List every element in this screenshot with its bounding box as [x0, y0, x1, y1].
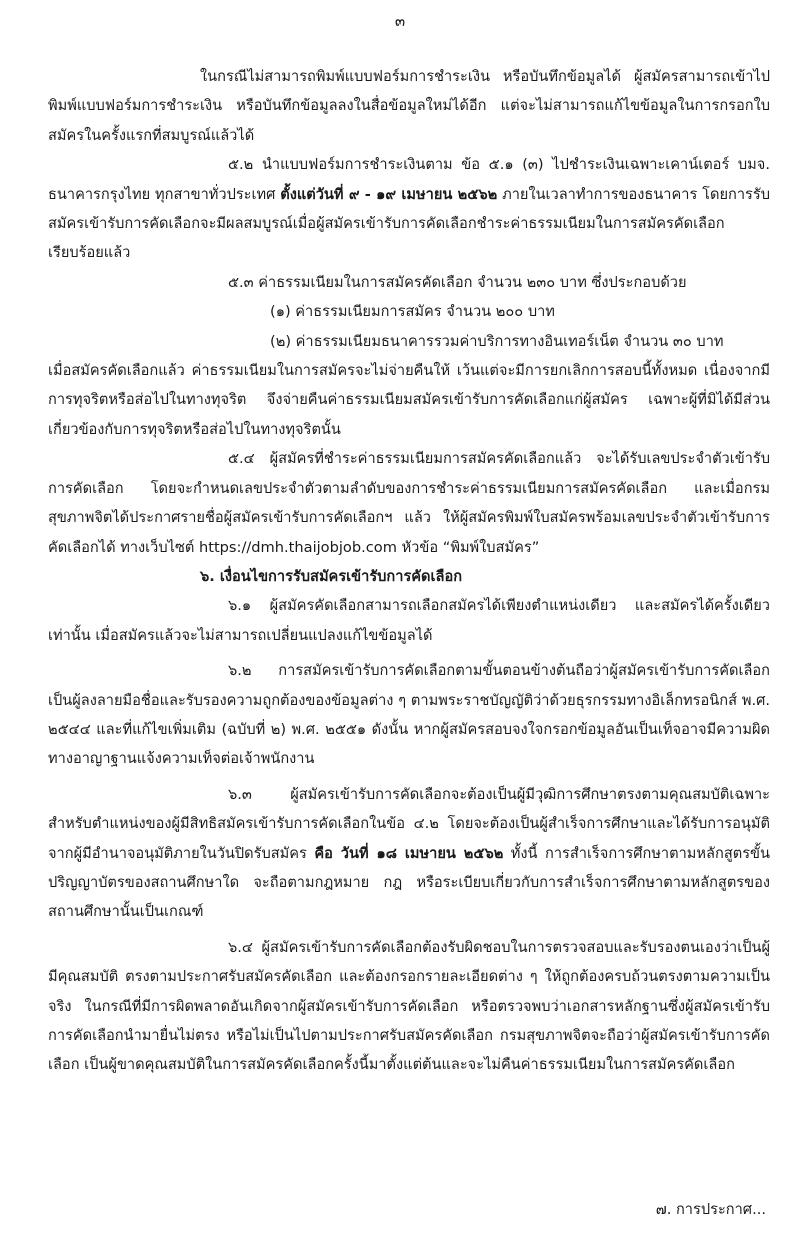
page-number: ๓: [394, 12, 406, 30]
paragraph-5-4: ๕.๔ ผู้สมัครที่ชำระค่าธรรมเนียมการสมัครคัดเลือกแล้ว จะได้รับเลขประจำตัวเข้ารับการคัดเลือก โดยจะกำหนดเลขประจำตัวตามลำดับของการชำระค่าธรรมเนียมการสมัครคัดเลือก และเมื่อกรมสุขภาพจิตได้ประกาศรายชื่อผู้สมัครเข้ารับการคัดเลือกฯ แล้ว ให้ผู้สมัครพิมพ์ใบสมัครพร้อมเลขประจำตัวเข้ารับการคัดเลือกได้ ทางเว็บไซต์ https://dmh.thaijobjob.com หัวข้อ “พิมพ์ใบสมัคร”: [48, 450, 770, 556]
fee-item-1: (๑) ค่าธรรมเนียมการสมัคร จำนวน ๒๐๐ บาท: [270, 303, 555, 321]
paragraph-6-3-text-a: ๖.๓ ผู้สมัครเข้ารับการคัดเลือกจะต้องเป็นผู้มีวุฒิการศึกษาตรงตามคุณสมบัติเฉพาะสำหรับตำแหน่งของผู้มีสิทธิสมัครเข้ารับการคัดเลือกในข้อ ๔.๒ โดยจะต้องเป็นผู้สำเร็จการศึกษาและได้รับการอนุมัติจากผู้มีอำนาจอนุมัติภายในวันปิดรับสมัคร: [48, 785, 770, 862]
closing-date: คือ วันที่ ๑๘ เมษายน ๒๕๖๒: [314, 844, 504, 862]
paragraph-5-2-text-a: ๕.๒ นำแบบฟอร์มการชำระเงินตาม ข้อ ๕.๑ (๓) ไปชำระเงินเฉพาะเคาน์เตอร์ บมจ. ธนาคารกรุงไทย ทุกสาขาทั่วประเทศ: [48, 156, 770, 203]
paragraph-5-2-text-b: ภายในเวลาทำการของธนาคาร โดยการรับสมัครเข้ารับการคัดเลือกจะมีผลสมบูรณ์เมื่อผู้สมัครเข้ารับการคัดเลือกชำระค่าธรรมเนียมในการสมัครคัดเลือกเรียบร้อยแล้ว: [48, 185, 770, 262]
fee-item-2: (๒) ค่าธรรมเนียมธนาคารรวมค่าบริการทางอินเทอร์เน็ต จำนวน ๓๐ บาท: [270, 332, 724, 350]
paragraph-6-3-text-b: ทั้งนี้ การสำเร็จการศึกษาตามหลักสูตรขั้นปริญญาบัตรของสถานศึกษาใด จะถือตามกฎหมาย กฎ หรือระเบียบเกี่ยวกับการสำเร็จการศึกษาตามหลักสูตรของสถานศึกษานั้นเป็นเกณฑ์: [48, 844, 770, 921]
paragraph-5-3-refund-note: เมื่อสมัครคัดเลือกแล้ว ค่าธรรมเนียมในการสมัครจะไม่จ่ายคืนให้ เว้นแต่จะมีการยกเลิกการสอบนี้ทั้งหมด เนื่องจากมีการทุจริตหรือส่อไปในทางทุจริต จึงจ่ายคืนค่าธรรมเนียมสมัครเข้ารับการคัดเลือกแก่ผู้สมัคร เฉพาะผู้ที่มิได้มีส่วนเกี่ยวข้องกับการทุจริตหรือส่อไปในทางทุจริตนั้น: [48, 362, 770, 438]
document-body: [48, 62, 770, 1080]
paragraph-6-2: ๖.๒ การสมัครเข้ารับการคัดเลือกตามขั้นตอนข้างต้นถือว่าผู้สมัครเข้ารับการคัดเลือกเป็นผู้ลงลายมือชื่อและรับรองความถูกต้องของข้อมูลต่าง ๆ ตามพระราชบัญญัติว่าด้วยธุรกรรมทางอิเล็กทรอนิกส์ พ.ศ. ๒๕๔๔ และที่แก้ไขเพิ่มเติม (ฉบับที่ ๒) พ.ศ. ๒๕๕๑ ดังนั้น หากผู้สมัครสอบจงใจกรอกข้อมูลอันเป็นเท็จอาจมีความผิดทางอาญาฐานแจ้งความเท็จต่อเจ้าพนักงาน: [48, 662, 770, 768]
paragraph-5-2: [48, 150, 770, 268]
paragraph-5-3: ๕.๓ ค่าธรรมเนียมในการสมัครคัดเลือก จำนวน ๒๓๐ บาท ซึ่งประกอบด้วย: [228, 273, 687, 291]
paragraph-6-4: ๖.๔ ผู้สมัครเข้ารับการคัดเลือกต้องรับผิดชอบในการตรวจสอบและรับรองตนเองว่าเป็นผู้มีคุณสมบัติ ตรงตามประกาศรับสมัครคัดเลือก และต้องกรอกรายละเอียดต่าง ๆ ให้ถูกต้องครบถ้วนตรงตามความเป็นจริง ในกรณีที่มีการผิดพลาดอันเกิดจากผู้สมัครเข้ารับการคัดเลือก หรือตรวจพบว่าเอกสารหลักฐานซึ่งผู้สมัครเข้ารับการคัดเลือกนำมายื่นไม่ตรง หรือไม่เป็นไปตามประกาศรับสมัครคัดเลือก กรมสุขภาพจิตจะถือว่าผู้สมัครเข้ารับการคัดเลือก เป็นผู้ขาดคุณสมบัติในการสมัครคัดเลือกครั้งนี้มาตั้งแต่ต้นและจะไม่คืนค่าธรรมเนียมในการสมัครคัดเลือก: [48, 938, 770, 1074]
continuation-marker: ๗. การประกาศ...: [655, 1201, 766, 1218]
paragraph-payment-form-note: ในกรณีไม่สามารถพิมพ์แบบฟอร์มการชำระเงิน หรือบันทึกข้อมูลได้ ผู้สมัครสามารถเข้าไปพิมพ์แบบฟอร์มการชำระเงิน หรือบันทึกข้อมูลลงในสื่อข้อมูลใหม่ได้อีก แต่จะไม่สามารถแก้ไขข้อมูลในการกรอกใบสมัครในครั้งแรกที่สมบูรณ์แล้วได้: [48, 68, 770, 144]
payment-period-dates: ตั้งแต่วันที่ ๙ - ๑๙ เมษายน ๒๕๖๒: [280, 185, 498, 203]
paragraph-6-3: [48, 780, 770, 927]
section-6-heading: ๖. เงื่อนไขการรับสมัครเข้ารับการคัดเลือก: [200, 567, 463, 585]
paragraph-6-1: ๖.๑ ผู้สมัครคัดเลือกสามารถเลือกสมัครได้เพียงตำแหน่งเดียว และสมัครได้ครั้งเดียวเท่านั้น เมื่อสมัครแล้วจะไม่สามารถเปลี่ยนแปลงแก้ไขข้อมูลได้: [48, 597, 770, 644]
